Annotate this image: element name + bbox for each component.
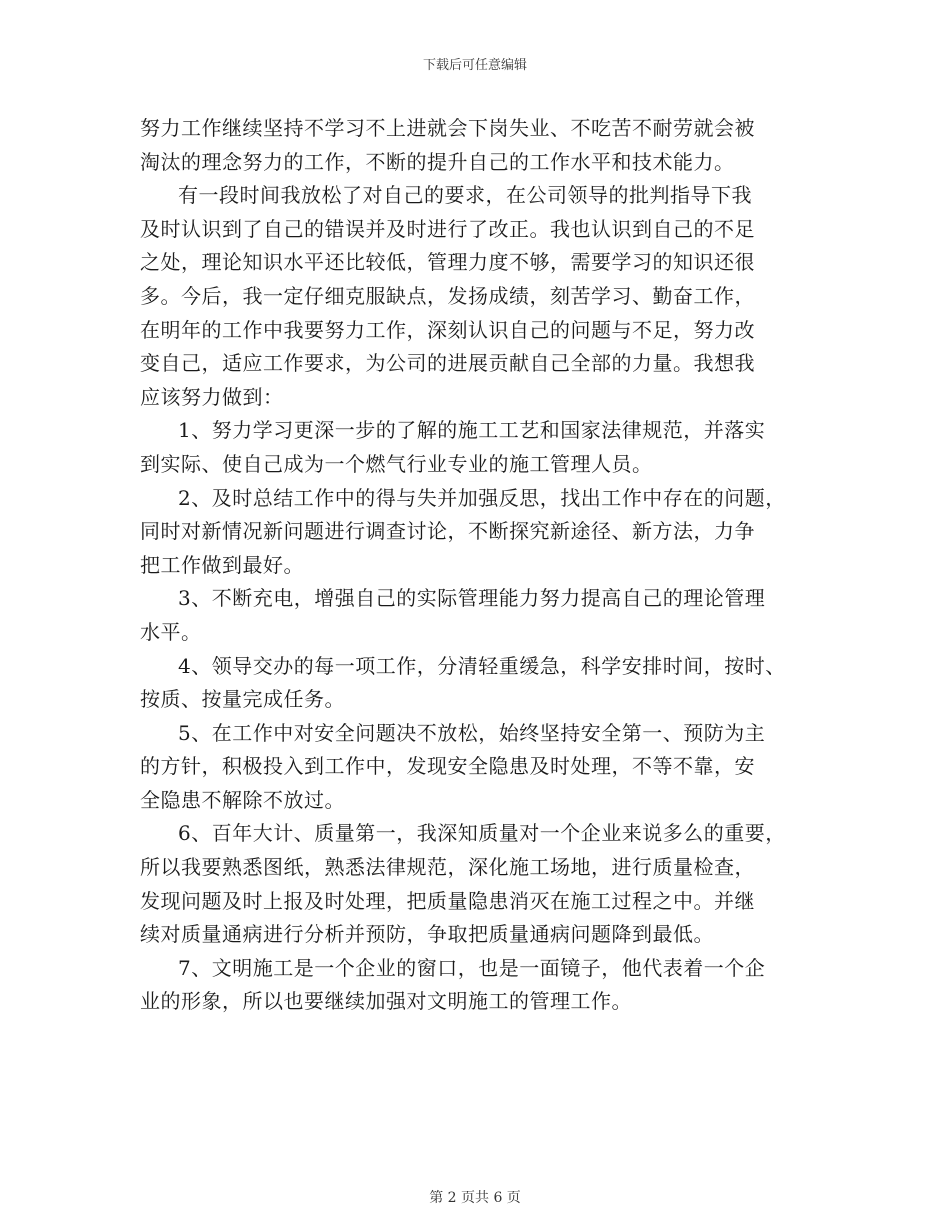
text-line: 业的形象，所以也要继续加强对文明施工的管理工作。: [140, 989, 632, 1014]
text-line: 全隐患不解除不放过。: [140, 787, 345, 812]
text-line: 所以我要熟悉图纸，熟悉法律规范，深化施工场地，进行质量检查，: [140, 855, 755, 880]
text-line: 有一段时间我放松了对自己的要求，在公司领导的批判指导下我: [178, 183, 752, 208]
text-line: 及时认识到了自己的错误并及时进行了改正。我也认识到自己的不足: [140, 216, 755, 241]
text-line: 2、及时总结工作中的得与失并加强反思，找出工作中存在的问题，: [178, 485, 786, 510]
page-footer: 第 2 页共 6 页: [429, 1190, 521, 1206]
text-line: 同时对新情况新问题进行调查讨论，不断探究新途径、新方法，力争: [140, 519, 755, 544]
text-line: 应该努力做到：: [140, 384, 284, 409]
text-line: 4、领导交办的每一项工作，分清轻重缓急，科学安排时间，按时、: [178, 653, 786, 678]
page-header: 下载后可任意编辑: [422, 58, 527, 73]
text-line: 续对质量通病进行分析并预防，争取把质量通病问题降到最低。: [140, 922, 714, 947]
text-line: 努力工作继续坚持不学习不上进就会下岗失业、不吃苦不耐劳就会被: [140, 116, 755, 140]
text-line: 7、文明施工是一个企业的窗口，也是一面镜子，他代表着一个企: [178, 955, 766, 980]
text-line: 之处，理论知识水平还比较低，管理力度不够，需要学习的知识还很: [140, 250, 755, 275]
text-line: 5、在工作中对安全问题决不放松，始终坚持安全第一、预防为主: [178, 720, 766, 745]
text-line: 按质、按量完成任务。: [140, 687, 345, 712]
document-body: [140, 112, 815, 1019]
text-line: 6、百年大计、质量第一，我深知质量对一个企业来说多么的重要，: [178, 821, 786, 846]
text-line: 发现问题及时上报及时处理，把质量隐患消灭在施工过程之中。并继: [140, 888, 755, 913]
text-line: 淘汰的理念努力的工作，不断的提升自己的工作水平和技术能力。: [140, 149, 735, 174]
text-line: 3、不断充电，增强自己的实际管理能力努力提高自己的理论管理: [178, 586, 766, 611]
text-line: 1、努力学习更深一步的了解的施工工艺和国家法律规范，并落实: [178, 418, 766, 443]
text-line: 把工作做到最好。: [140, 552, 304, 577]
text-line: 多。今后，我一定仔细克服缺点，发扬成绩，刻苦学习、勤奋工作，: [140, 283, 755, 308]
text-line: 变自己，适应工作要求，为公司的进展贡献自己全部的力量。我想我: [140, 351, 755, 376]
text-line: 在明年的工作中我要努力工作，深刻认识自己的问题与不足，努力改: [140, 317, 755, 342]
text-line: 水平。: [140, 619, 202, 644]
text-line: 的方针，积极投入到工作中，发现安全隐患及时处理，不等不靠，安: [140, 754, 755, 779]
text-line: 到实际、使自己成为一个燃气行业专业的施工管理人员。: [140, 451, 653, 476]
